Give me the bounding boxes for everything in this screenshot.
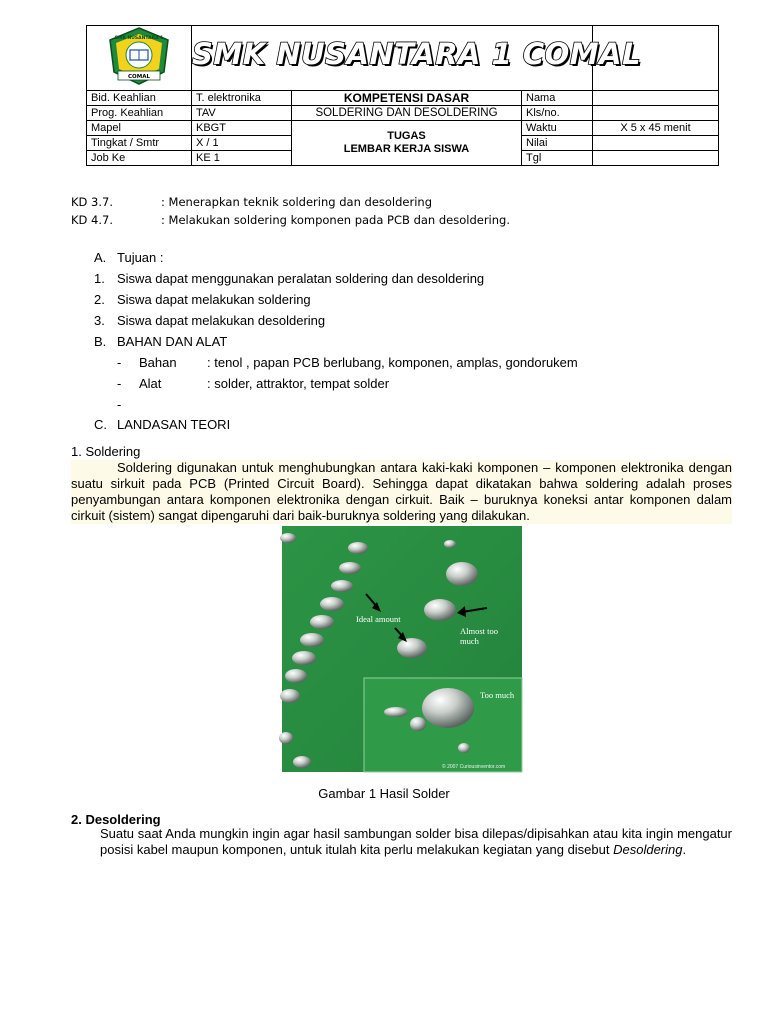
cell-label-nama: Nama xyxy=(522,91,593,106)
kd-code: KD 4.7. xyxy=(71,213,113,227)
label-ideal-amount: Ideal amount xyxy=(356,614,401,624)
solder-joint-almost xyxy=(424,599,456,621)
list-number: 2. xyxy=(94,292,105,307)
desoldering-heading: 2. Desoldering xyxy=(71,812,161,827)
section-marker: B. xyxy=(94,334,107,349)
figure-caption: Gambar 1 Hasil Solder xyxy=(318,786,450,801)
label-much: much xyxy=(460,636,479,646)
cell-label-kls: Kls/no. xyxy=(522,106,593,121)
desoldering-paragraph xyxy=(100,826,732,858)
list-number: 3. xyxy=(94,313,105,328)
bullet-dash: - xyxy=(117,376,122,391)
list-text: Siswa dapat melakukan desoldering xyxy=(117,313,326,328)
solder-joints-photo xyxy=(282,526,522,772)
cell-value-job: KE 1 xyxy=(192,151,292,166)
section-title: BAHAN DAN ALAT xyxy=(117,334,228,349)
soldering-paragraph: Soldering digunakan untuk menghubungkan antara kaki-kaki komponen – komponen elektronika dengan suatu sirkuit pada PCB (Printed Circuit Board). Sehingga dapat dikatakan bahwa soldering adalah proses penyambungan antara komponen elektronika dengan cirkuit. Baik – buruknya koneksi antar komponen dalam cirkuit (sistem) sangat dipengaruhi dari baik-buruknya soldering yang dilakukan. xyxy=(71,460,732,523)
label-too-much: Too much xyxy=(480,690,515,700)
logo-cell xyxy=(87,26,192,91)
header-table xyxy=(86,25,719,166)
desoldering-text: Suatu saat Anda mungkin ingin agar hasil sambungan solder bisa dilepas/dipisahkan atau kita ingin mengatur posisi kabel maupun komponen, untuk itulah kita perlu melakukan kegiatan yang disebut xyxy=(100,826,732,857)
cell-label-bid: Bid. Keahlian xyxy=(87,91,192,106)
cell-value-bid: T. elektronika xyxy=(192,91,292,106)
cell-label-mapel: Mapel xyxy=(87,121,192,136)
cell-value-prog: TAV xyxy=(192,106,292,121)
section-title: LANDASAN TEORI xyxy=(117,417,231,432)
school-logo-icon xyxy=(106,26,172,86)
list-text: Siswa dapat menggunakan peralatan soldering dan desoldering xyxy=(117,271,485,286)
cell-label-tingkat: Tingkat / Smtr xyxy=(87,136,192,151)
kd-subtitle: SOLDERING DAN DESOLDERING xyxy=(292,106,522,121)
bullet-dash: - xyxy=(117,397,122,412)
bahan-value: : tenol , papan PCB berlubang, komponen, amplas, gondorukem xyxy=(207,355,578,370)
cell-value-nama xyxy=(593,91,719,106)
kd-desc: : Menerapkan teknik soldering dan desoldering xyxy=(161,195,432,209)
alat-value: : solder, attraktor, tempat solder xyxy=(207,376,390,391)
desoldering-period: . xyxy=(682,842,687,857)
cell-value-tgl xyxy=(593,151,719,166)
soldering-heading: 1. Soldering xyxy=(71,444,141,459)
kd-code: KD 3.7. xyxy=(71,195,113,209)
school-title-cell xyxy=(192,26,642,91)
cell-value-mapel: KBGT xyxy=(192,121,292,136)
alat-label: Alat xyxy=(139,376,162,391)
section-marker: C. xyxy=(94,417,107,432)
bahan-label: Bahan xyxy=(139,355,177,370)
list-text: Siswa dapat melakukan soldering xyxy=(117,292,311,307)
section-title: Tujuan : xyxy=(117,250,164,265)
cell-label-waktu: Waktu xyxy=(522,121,593,136)
cell-label-nilai: Nilai xyxy=(522,136,593,151)
cell-value-tingkat: X / 1 xyxy=(192,136,292,151)
list-number: 1. xyxy=(94,271,105,286)
cell-value-nilai xyxy=(593,136,719,151)
copyright-text: © 2007 Curiousinventor.com xyxy=(442,764,506,770)
lks-label: LEMBAR KERJA SISWA xyxy=(343,143,470,155)
tugas-cell xyxy=(292,121,522,166)
cell-value-waktu: X 5 x 45 menit xyxy=(593,121,719,136)
school-title: SMK NUSANTARA 1 COMAL xyxy=(192,37,642,71)
tugas-label: TUGAS xyxy=(387,130,426,142)
kd-desc: : Melakukan soldering komponen pada PCB dan desoldering. xyxy=(161,213,510,227)
solder-joint-ideal xyxy=(397,638,427,658)
cell-label-tgl: Tgl xyxy=(522,151,593,166)
desoldering-term: Desoldering xyxy=(613,842,683,857)
label-almost-too: Almost too xyxy=(460,626,499,636)
bullet-dash: - xyxy=(117,355,122,370)
kd-title: KOMPETENSI DASAR xyxy=(292,91,522,106)
cell-label-prog: Prog. Keahlian xyxy=(87,106,192,121)
logo-top-text: SMK NUSANTARA 1 xyxy=(114,36,164,41)
cell-label-job: Job Ke xyxy=(87,151,192,166)
solder-joint-almost xyxy=(446,562,478,586)
logo-bottom-text: COMAL xyxy=(128,74,150,80)
cell-value-kls xyxy=(593,106,719,121)
section-marker: A. xyxy=(94,250,107,265)
inset-photo xyxy=(364,678,522,772)
